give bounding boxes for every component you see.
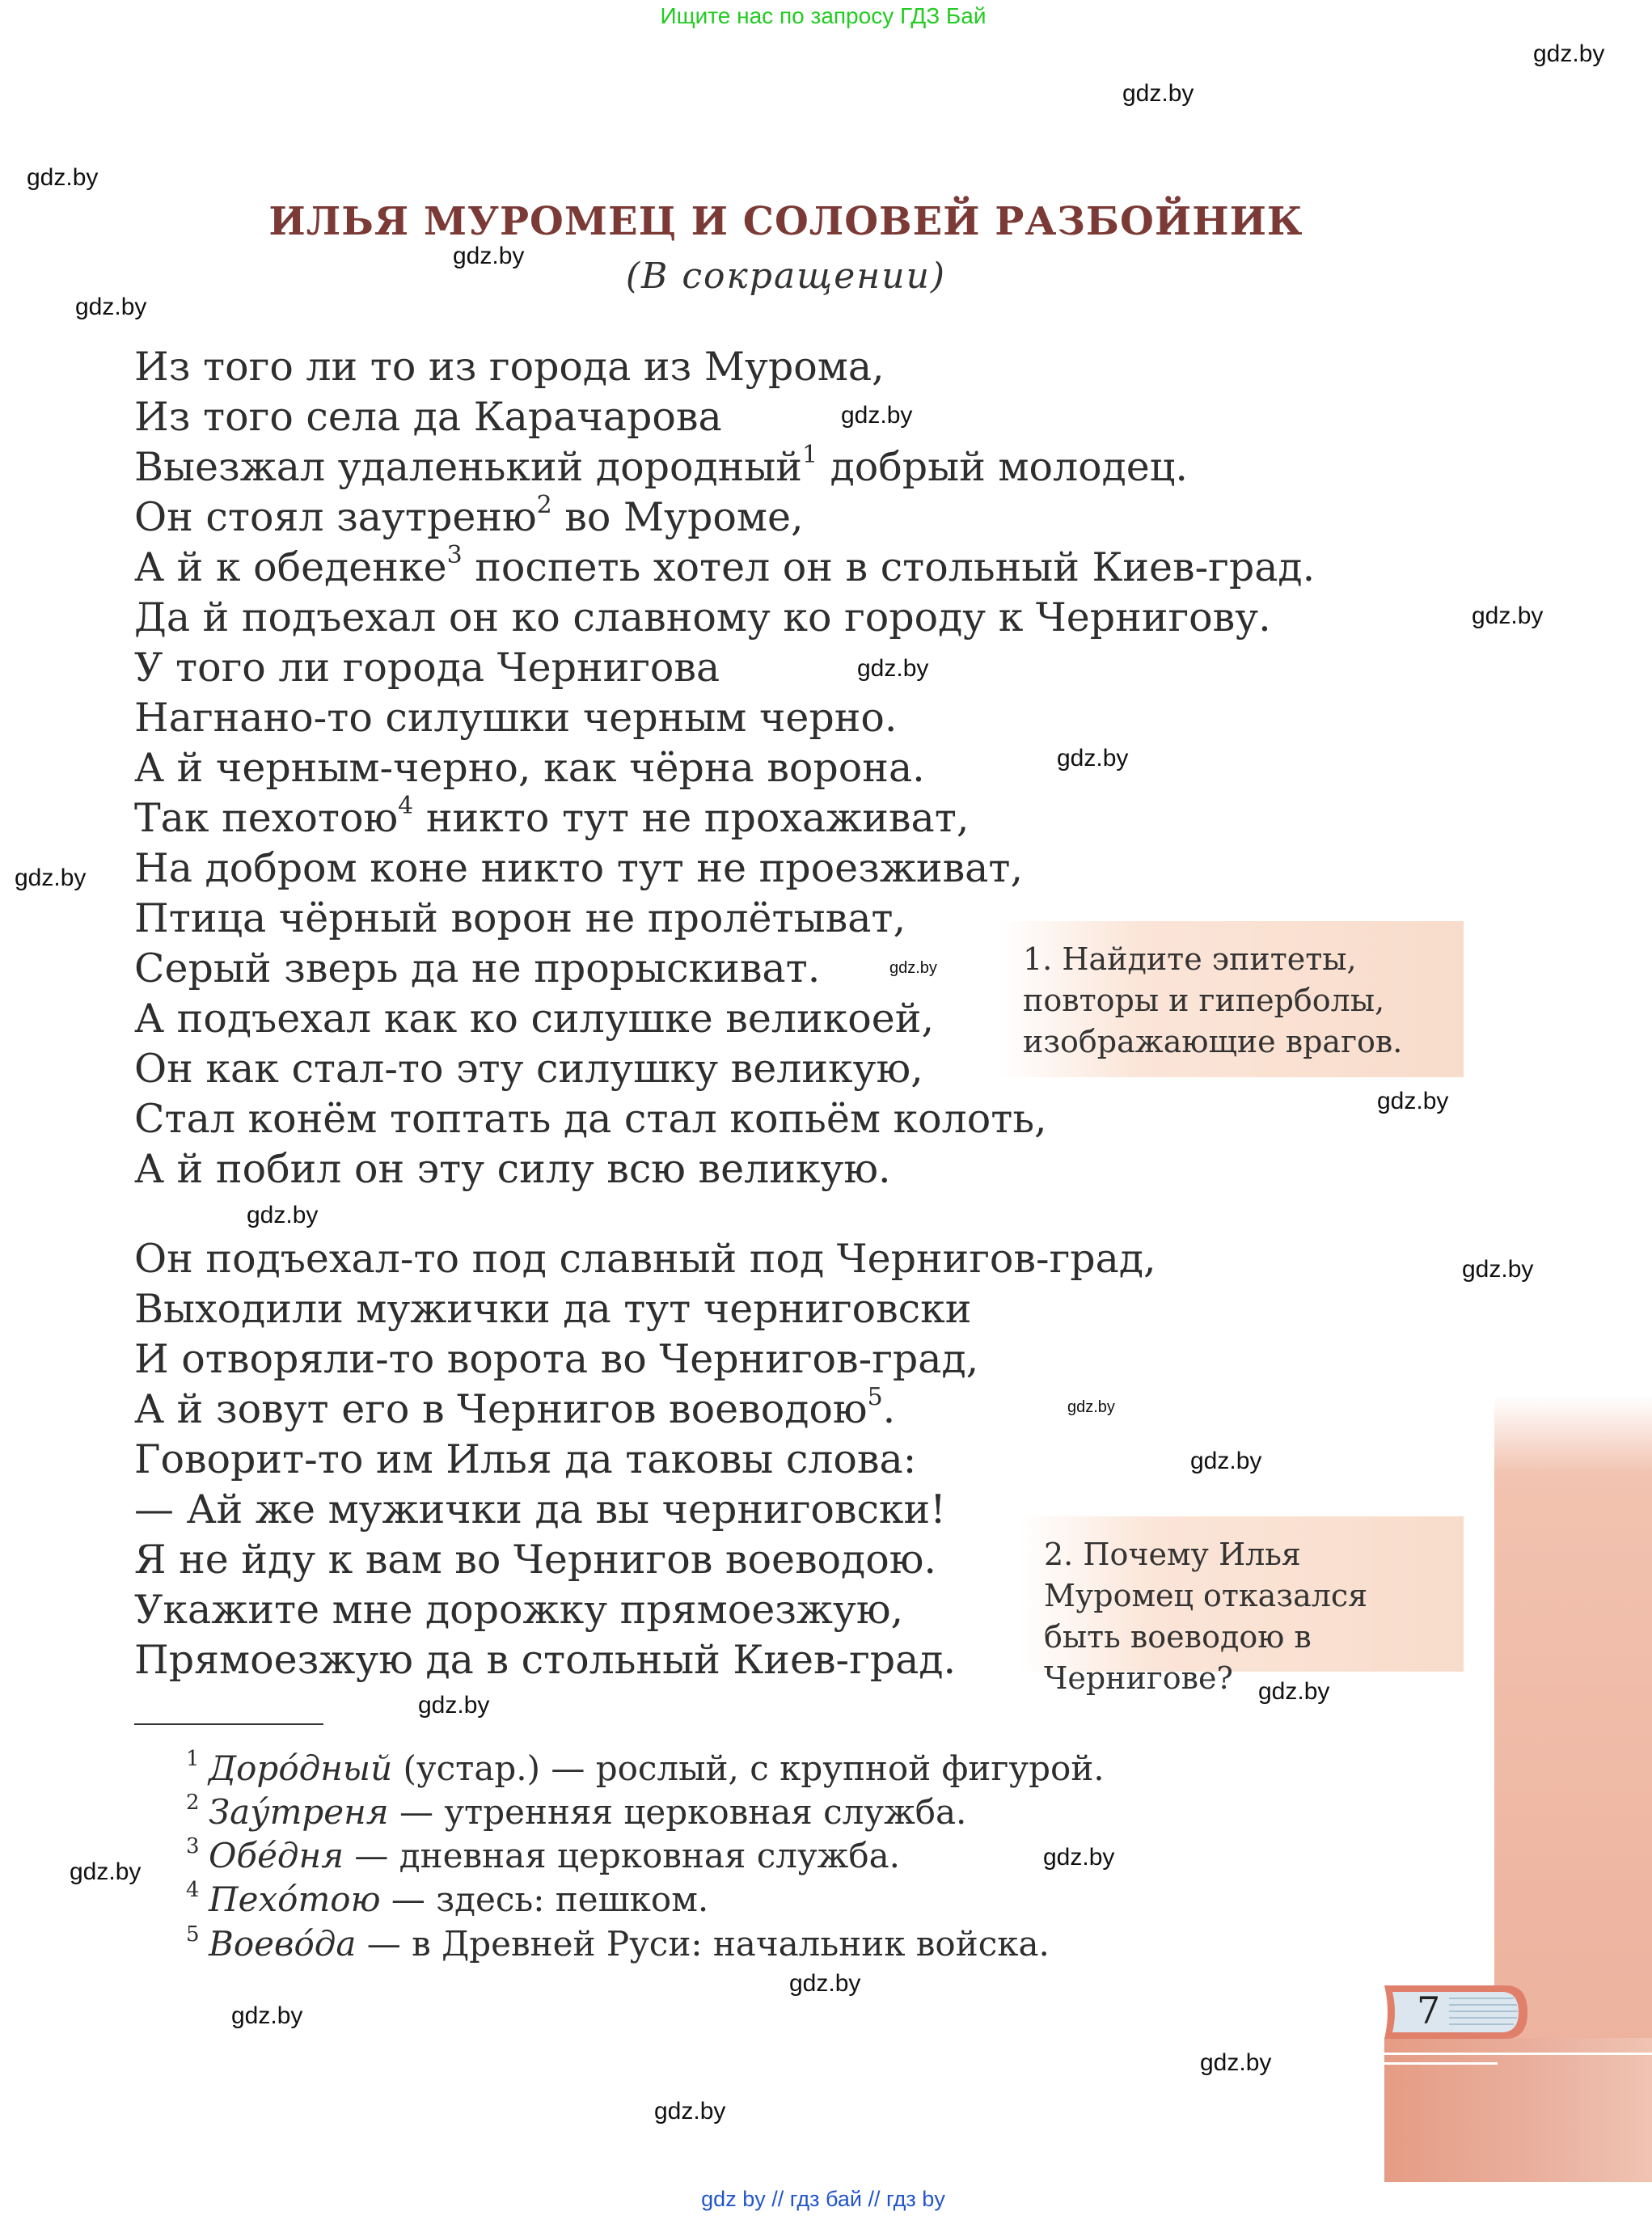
watermark: gdz.by	[418, 1692, 490, 1719]
poem-line	[134, 1585, 1156, 1635]
watermark: gdz.by	[889, 959, 937, 977]
watermark: gdz.by	[1533, 40, 1605, 67]
line-text-rest: поспеть хотел он в стольный Киев-град.	[462, 544, 1316, 590]
footnote	[186, 1834, 900, 1878]
watermark: gdz.by	[1067, 1398, 1115, 1416]
line-text: Серый зверь да не прорыскиват.	[134, 945, 821, 991]
watermark: gdz.by	[453, 243, 525, 269]
page-number-book-icon	[1384, 1984, 1527, 2040]
watermark: gdz.by	[841, 402, 913, 429]
footnote-number: 2	[186, 1791, 200, 1815]
poem-line	[134, 1144, 1315, 1194]
watermark: gdz.by	[1258, 1678, 1330, 1705]
stanza-2	[134, 1234, 1156, 1685]
line-text-rest: никто тут не прохаживат,	[413, 795, 970, 841]
line-text: Говорит-то им Илья да таковы слова:	[134, 1436, 917, 1482]
poem-line	[134, 1334, 1156, 1385]
poem-line	[134, 593, 1315, 643]
line-text: Стал конём топтать да стал копьём колоть,	[134, 1096, 1047, 1142]
footnote	[186, 1878, 709, 1922]
footnote-term: Обе́дня	[209, 1836, 344, 1875]
footnote-term: Доро́дный	[209, 1748, 393, 1788]
footnote	[186, 1922, 1050, 1966]
line-text: Укажите мне дорожку прямоезжую,	[134, 1587, 904, 1633]
line-text: А й зовут его в Чернигов воеводою	[134, 1386, 868, 1432]
poem-line	[134, 693, 1315, 743]
line-text: Птица чёрный ворон не пролётыват,	[134, 895, 906, 941]
line-text: Нагнано-то силушки черным черно.	[134, 695, 898, 741]
footnote-ref: 1	[801, 441, 818, 469]
line-text: Из того ли то из города из Мурома,	[134, 344, 885, 390]
line-text: — Ай же мужички да вы черниговски!	[134, 1486, 946, 1533]
bottom-links	[0, 2187, 1646, 2212]
watermark: gdz.by	[27, 164, 99, 191]
page-number: 7	[1417, 1989, 1441, 2032]
poem-line	[134, 442, 1315, 493]
footnote-term: Пехо́тою	[209, 1879, 381, 1919]
poem-line	[134, 793, 1315, 844]
separator: //	[771, 2187, 784, 2211]
line-text: А й к обеденке	[134, 544, 447, 590]
footnote-term: Зау́треня	[209, 1792, 389, 1832]
footnote	[186, 1791, 967, 1834]
line-text: Выезжал удаленький дородный	[134, 444, 802, 490]
question-box-2: 2. Почему Илья Муромец отказался быть воеводою в Чернигове?	[1020, 1516, 1464, 1672]
poem-line	[134, 1535, 1156, 1585]
line-text: Из того села да Карачарова	[134, 394, 722, 440]
footnote-ref: 5	[867, 1383, 883, 1411]
watermark: gdz.by	[15, 865, 87, 891]
footnote-definition: — в Древней Руси: начальник войска.	[356, 1924, 1050, 1964]
poem-title: ИЛЬЯ МУРОМЕЦ И СОЛОВЕЙ РАЗБОЙНИК	[268, 199, 1303, 244]
book-stack-decoration	[1384, 2038, 1652, 2182]
line-text: У того ли города Чернигова	[134, 645, 720, 691]
search-hint: Ищите нас по запросу ГДЗ Бай	[660, 3, 987, 28]
footnote-number: 4	[186, 1878, 200, 1902]
poem-line	[134, 1284, 1156, 1334]
watermark: gdz.by	[857, 655, 929, 682]
watermark: gdz.by	[1200, 2049, 1272, 2076]
line-text-rest: во Муроме,	[551, 494, 804, 540]
footnote-number: 1	[186, 1747, 200, 1771]
watermark: gdz.by	[1190, 1448, 1262, 1474]
poem-line	[134, 1485, 1156, 1535]
poem-line	[134, 1435, 1156, 1485]
line-text: На добром коне никто тут не проезживат,	[134, 845, 1024, 891]
poem-line	[134, 543, 1315, 593]
footnote	[186, 1747, 1105, 1791]
footnote-term: Воево́да	[209, 1924, 357, 1964]
line-text-rest: добрый молодец.	[818, 444, 1188, 490]
line-text: Так пехотою	[134, 795, 399, 841]
footnote-definition: — дневная церковная служба.	[344, 1836, 900, 1875]
footnote-ref: 4	[398, 792, 414, 820]
question-box-1: 1. Найдите эпитеты, повторы и гиперболы, изображающие врагов.	[999, 921, 1464, 1077]
poem-line	[134, 493, 1315, 543]
watermark: gdz.by	[1043, 1844, 1115, 1871]
watermark: gdz.by	[654, 2098, 726, 2125]
poem-line	[134, 1635, 1156, 1685]
poem-line	[134, 342, 1315, 392]
footnote-ref: 2	[536, 491, 552, 519]
poem-line	[134, 1234, 1156, 1284]
watermark: gdz.by	[1472, 603, 1544, 629]
watermark: gdz.by	[789, 1970, 861, 1997]
poem-line	[134, 743, 1315, 793]
watermark: gdz.by	[247, 1202, 319, 1228]
separator: //	[868, 2187, 881, 2211]
footnote-number: 3	[186, 1834, 200, 1858]
poem-line	[134, 1094, 1315, 1144]
footnote-definition: — утренняя церковная служба.	[388, 1792, 967, 1832]
footnote-ref: 3	[446, 541, 463, 569]
watermark: gdz.by	[1462, 1256, 1534, 1283]
link-gdz-by[interactable]: gdz by	[701, 2187, 766, 2211]
footnote-number: 5	[186, 1922, 200, 1947]
link-gdz-bai[interactable]: гдз бай	[789, 2187, 862, 2211]
watermark: gdz.by	[1057, 745, 1129, 772]
watermark: gdz.by	[1122, 80, 1194, 107]
line-text: Он стоял заутреню	[134, 494, 537, 540]
line-text: Он как стал-то эту силушку великую,	[134, 1046, 923, 1092]
footnote-definition: (устар.) — рослый, с крупной фигурой.	[392, 1748, 1105, 1788]
footnote-definition: — здесь: пешком.	[380, 1879, 709, 1919]
line-text: Выходили мужички да тут черниговски	[134, 1286, 972, 1332]
poem-line	[134, 844, 1315, 894]
poem-line	[134, 643, 1315, 693]
watermark: gdz.by	[231, 2002, 303, 2029]
poem-line	[134, 392, 1315, 442]
poem-line	[134, 1385, 1156, 1435]
line-text: А й побил он эту силу всю великую.	[134, 1146, 891, 1192]
watermark: gdz.by	[75, 294, 147, 320]
watermark: gdz.by	[1377, 1088, 1449, 1114]
line-text: Он подъехал-то под славный под Чернигов-град,	[134, 1236, 1156, 1282]
line-text: И отворяли-то ворота во Чернигов-град,	[134, 1336, 979, 1382]
line-text: Да й подъехал он ко славному ко городу к Чернигову.	[134, 594, 1271, 641]
line-text: Я не йду к вам во Чернигов воеводою.	[134, 1537, 936, 1583]
line-text: А й черным-черно, как чёрна ворона.	[134, 745, 925, 791]
poem-subtitle: (В сокращении)	[625, 256, 947, 297]
link-gdz-by-2[interactable]: гдз by	[886, 2187, 945, 2211]
line-text: Прямоезжую да в стольный Киев-град.	[134, 1637, 957, 1683]
footnote-divider	[134, 1723, 323, 1725]
line-text: А подъехал как ко силушке великоей,	[134, 996, 935, 1042]
line-text-rest: .	[882, 1386, 896, 1432]
watermark: gdz.by	[70, 1858, 142, 1885]
